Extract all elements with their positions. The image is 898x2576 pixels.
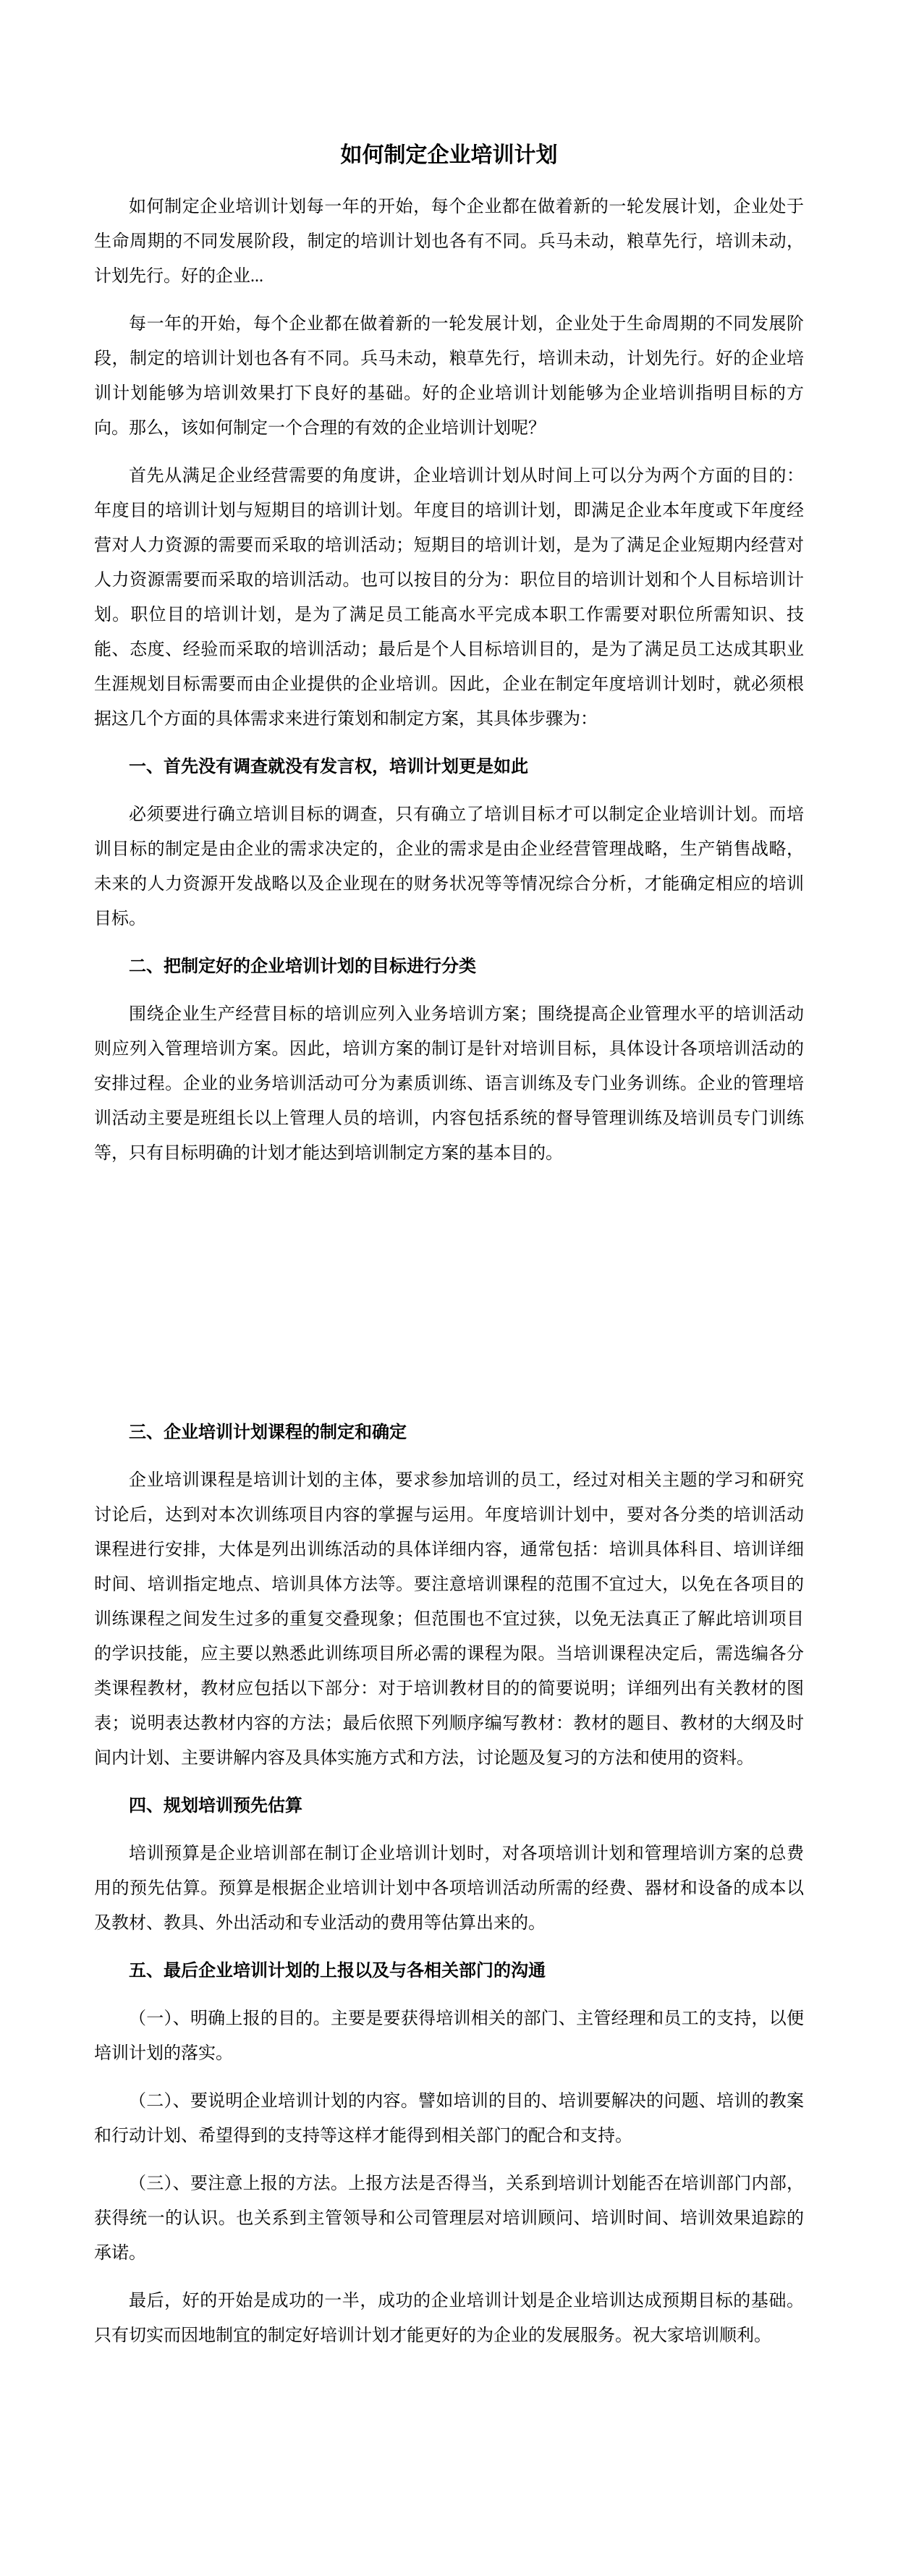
paragraph-overview: 首先从满足企业经营需要的角度讲，企业培训计划从时间上可以分为两个方面的目的：年度目的培训计划与短期目的培训计划。年度目的培训计划，即满足企业本年度或下年度经营对人力资源的需要而采取的培训活动；短期目的培训计划，是为了满足企业短期内经营对人力资源需要而采取的培训活动。也可以按目的分为：职位目的培训计划和个人目标培训计划。职位目的培训计划，是为了满足员工能高水平完成本职工作需要对职位所需知识、技能、态度、经验而采取的培训活动；最后是个人目标培训目的，是为了满足员工达成其职业生涯规划目标需要而由企业提供的企业培训。因此，企业在制定年度培训计划时，就必须根据这几个方面的具体需求来进行策划和制定方案，其具体步骤为： bbox=[94, 467, 804, 729]
paragraph-section-4: 培训预算是企业培训部在制订企业培训计划时，对各项培训计划和管理培训方案的总费用的预先估算。预算是根据企业培训计划中各项培训活动所需的经费、器材和设备的成本以及教材、教具、外出活动和专业活动的费用等估算出来的。 bbox=[94, 1844, 804, 1933]
paragraph-section-5-item-2: （二）、要说明企业培训计划的内容。譬如培训的目的、培训要解决的问题、培训的教案和行动计划、希望得到的支持等这样才能得到相关部门的配合和支持。 bbox=[94, 2092, 804, 2145]
paragraph-section-5-item-1: （一）、明确上报的目的。主要是要获得培训相关的部门、主管经理和员工的支持，以便培训计划的落实。 bbox=[94, 2009, 804, 2063]
section-heading-2: 二、把制定好的企业培训计划的目标进行分类 bbox=[129, 957, 476, 976]
paragraph-section-3: 企业培训课程是培训计划的主体，要求参加培训的员工，经过对相关主题的学习和研究讨论后，达到对本次训练项目内容的掌握与运用。年度培训计划中，要对各分类的培训活动课程进行安排，大体是列出训练活动的具体详细内容，通常包括：培训具体科目、培训详细时间、培训指定地点、培训具体方法等。要注意培训课程的范围不宜过大，以免在各项目的训练课程之间发生过多的重复交叠现象；但范围也不宜过狭，以免无法真正了解此培训项目的学识技能，应主要以熟悉此训练项目所必需的课程为限。当培训课程决定后，需选编各分类课程教材，教材应包括以下部分：对于培训教材目的的简要说明；详细列出有关教材的图表；说明表达教材内容的方法；最后依照下列顺序编写教材：教材的题目、教材的大纲及时间内计划、主要讲解内容及具体实施方式和方法，讨论题及复习的方法和使用的资料。 bbox=[94, 1471, 804, 1768]
section-heading-3: 三、企业培训计划课程的制定和确定 bbox=[129, 1423, 407, 1442]
paragraph-intro-highlighted: 如何制定企业培训计划每一年的开始，每个企业都在做着新的一轮发展计划，企业处于生命周期的不同发展阶段，制定的培训计划也各有不同。兵马未动，粮草先行，培训未动，计划先行。好的企业... bbox=[94, 190, 804, 294]
paragraph-section-1: 必须要进行确立培训目标的调查，只有确立了培训目标才可以制定企业培训计划。而培训目标的制定是由企业的需求决定的，企业的需求是由企业经营管理战略，生产销售战略，未来的人力资源开发战略以及企业现在的财务状况等等情况综合分析，才能确定相应的培训目标。 bbox=[94, 805, 804, 928]
page-title: 如何制定企业培训计划 bbox=[340, 143, 558, 167]
paragraph-section-2: 围绕企业生产经营目标的培训应列入业务培训方案；围绕提高企业管理水平的培训活动则应列入管理培训方案。因此，培训方案的制订是针对培训目标，具体设计各项培训活动的安排过程。企业的业务培训活动可分为素质训练、语言训练及专门业务训练。企业的管理培训活动主要是班组长以上管理人员的培训，内容包括系统的督导管理训练及培训员专门训练等，只有目标明确的计划才能达到培训制定方案的基本目的。 bbox=[94, 1005, 804, 1163]
paragraph-closing: 最后，好的开始是成功的一半，成功的企业培训计划是企业培训达成预期目标的基础。只有切实而因地制宜的制定好培训计划才能更好的为企业的发展服务。祝大家培训顺利。 bbox=[94, 2292, 804, 2345]
section-heading-1: 一、首先没有调查就没有发言权，培训计划更是如此 bbox=[129, 758, 528, 776]
page-break-gap bbox=[94, 1184, 804, 1415]
paragraph-intro: 每一年的开始，每个企业都在做着新的一轮发展计划，企业处于生命周期的不同发展阶段，制定的培训计划也各有不同。兵马未动，粮草先行，培训未动，计划先行。好的企业培训计划能够为培训效果打下良好的基础。好的企业培训计划能够为企业培训指明目标的方向。那么，该如何制定一个合理的有效的企业培训计划呢？ bbox=[94, 315, 804, 438]
section-heading-4: 四、规划培训预先估算 bbox=[129, 1797, 302, 1816]
section-heading-5: 五、最后企业培训计划的上报以及与各相关部门的沟通 bbox=[129, 1962, 546, 1980]
paragraph-section-5-item-3: （三）、要注意上报的方法。上报方法是否得当，关系到培训计划能否在培训部门内部，获得统一的认识。也关系到主管领导和公司管理层对培训顾问、培训时间、培训效果追踪的承诺。 bbox=[94, 2174, 804, 2263]
